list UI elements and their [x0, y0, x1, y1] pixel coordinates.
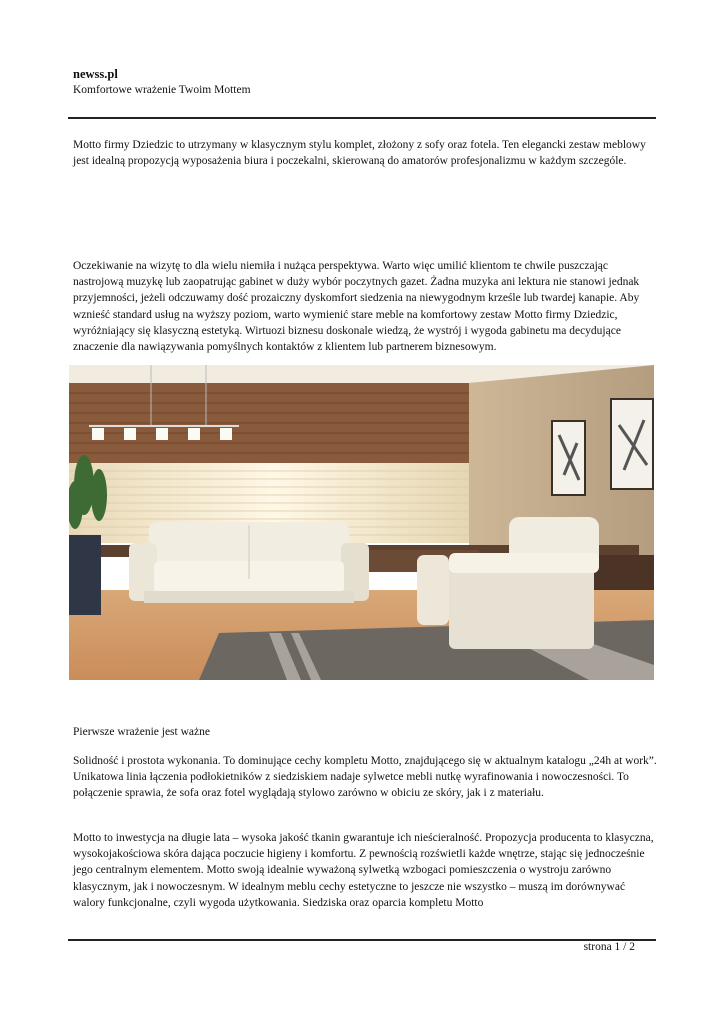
paragraph-waiting: Oczekiwanie na wizytę to dla wielu niemiła i nużąca perspektywa. Warto więc umilić klientom te chwile puszczając nastrojową muzykę lub zaopatrując gabinet w duży wybór poczytnych gazet. Żadna muzyka ani lektura nie stanowi jednak przyjemności, jeżeli odczuwamy dość prozaiczny dyskomfort siedzenia na niewygodnym krześle lub twardej kanapie. Aby wznieść standard usług na wyższy poziom, warto wymienić stare meble na komfortowy zestaw Motto firmy Dziedzic, wyróżniający się klasyczną estetyką. Wirtuozi biznesu doskonale wiedzą, że wystrój i wygoda gabinetu ma decydujące znaczenie dla nawiązywania pomyślnych kontaktów z klientem lub partnerem biznesowym.: [73, 260, 640, 354]
paragraph-solidity: Solidność i prostota wykonania. To dominujące cechy kompletu Motto, znajdującego się w aktualnym katalogu „24h at work”. Unikatowa linia łączenia podłokietników z siedziskiem nadaje sylwetce mebli nutkę wyrafinowania i nowoczesności. To połączenie sprawia, że sofa oraz fotel wyglądają stylowo zarówno w obiciu ze skóry, jak i z materiału.: [73, 755, 657, 800]
article-subtitle: Komfortowe wrażenie Twoim Mottem: [73, 84, 251, 96]
site-name: newss.pl: [73, 67, 118, 81]
page-number: strona 1 / 2: [583, 941, 635, 953]
footer-divider: [68, 939, 656, 941]
living-room-photo: [69, 365, 654, 680]
section-heading: Pierwsze wrażenie jest ważne: [73, 726, 210, 738]
header-divider: [68, 117, 656, 119]
paragraph-investment: Motto to inwestycja na długie lata – wysoka jakość tkanin gwarantuje ich nieścieralność. Propozycja producenta to klasyczna, wysokojakościowa skóra dająca poczucie higieny i komfortu. Z pewnością rozświetli każde wnętrze, stając się jednocześnie jego centralnym elementem. Motto swoją idealnie wyważoną sylwetką wzbogaci pomieszczenia o wystroju zarówno klasycznym, jak i nowoczesnym. W idealnym meblu cechy estetyczne to jeszcze nie wszystko – muszą im dorównywać walory funkcjonalne, czyli wygoda użytkowania. Siedziska oraz oparcia kompletu Motto: [73, 832, 654, 909]
paragraph-intro: Motto firmy Dziedzic to utrzymany w klasycznym stylu komplet, złożony z sofy oraz fotela. Ten elegancki zestaw meblowy jest idealną propozycją wyposażenia biura i poczekalni, skierowaną do amatorów profesjonalizmu w każdym szczególe.: [73, 139, 646, 168]
